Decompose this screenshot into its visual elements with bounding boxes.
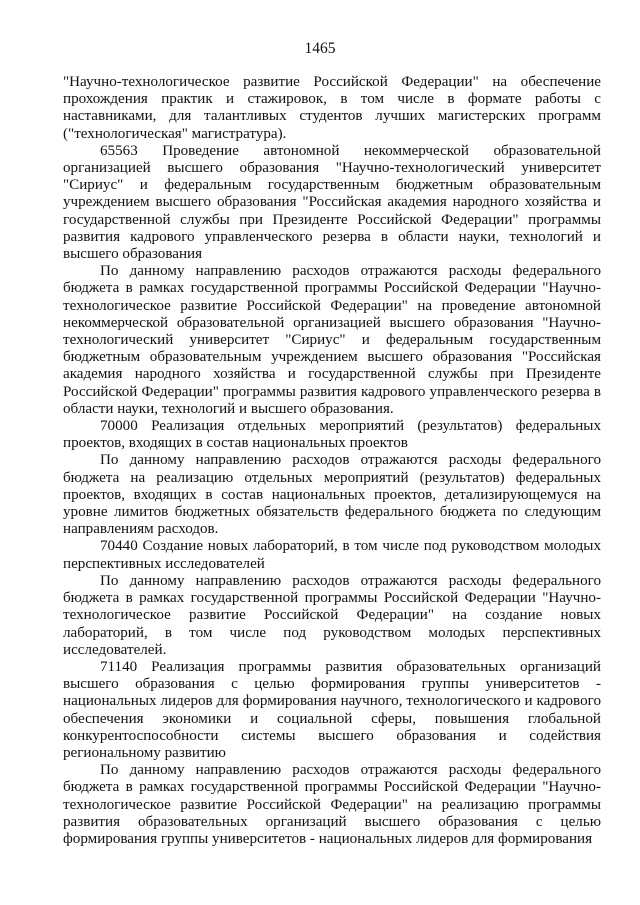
paragraph-description-70000: По данному направлению расходов отражаются расходы федерального бюджета на реализацию отдельных мероприятий (результатов) федеральных проектов, входящих в состав национальных проектов, детализирующемуся на уровне лимитов бюджетных обязательств федерального бюджета по следующим направлениям расходов. (63, 452, 601, 538)
document-body (63, 74, 601, 848)
paragraph-description-71140: По данному направлению расходов отражаются расходы федерального бюджета в рамках государственной программы Российской Федерации "Научно-технологическое развитие Российской Федерации" на реализацию программы развития образовательных организаций высшего образования с целью формирования группы университетов - национальных лидеров для формирования (63, 762, 601, 847)
paragraph-heading-65563: 65563 Проведение автономной некоммерческой образовательной организацией высшего образования "Научно-технологический университет "Сириус" и федеральным государственным бюджетным образовательным учреждением высшего образования "Российская академия народного хозяйства и государственной службы при Президенте Российской Федерации" программы развития кадрового управленческого резерва в области науки, технологий и высшего образования (63, 142, 601, 263)
paragraph-heading-71140: 71140 Реализация программы развития образовательных организаций высшего образования с целью формирования группы университетов - национальных лидеров для формирования научного, технологического и кадрового обеспечения экономики и социальной сферы, повышения глобальной конкурентоспособности системы высшего образования и содействия региональному развитию (63, 658, 601, 761)
page-number: 1465 (304, 40, 336, 57)
paragraph-heading-70000: 70000 Реализация отдельных мероприятий (результатов) федеральных проектов, входящих в состав национальных проектов (63, 418, 601, 452)
paragraph-heading-70440: 70440 Создание новых лабораторий, в том числе под руководством молодых перспективных исследователей (63, 538, 601, 572)
paragraph-description-65563: По данному направлению расходов отражаются расходы федерального бюджета в рамках государственной программы Российской Федерации "Научно-технологическое развитие Российской Федерации" на проведение автономной некоммерческой образовательной организацией высшего образования "Научно-технологический университет "Сириус" и федеральным государственным бюджетным образовательным учреждением высшего образования "Российская академия народного хозяйства и государственной службы при Президенте Российской Федерации" программы развития кадрового управленческого резерва в области науки, технологий и высшего образования. (63, 263, 601, 417)
paragraph-description-70440: По данному направлению расходов отражаются расходы федерального бюджета в рамках государственной программы Российской Федерации "Научно-технологическое развитие Российской Федерации" на создание новых лабораторий, в том числе под руководством молодых перспективных исследователей. (63, 572, 601, 658)
paragraph-continuation: "Научно-технологическое развитие Российской Федерации" на обеспечение прохождения практик и стажировок, в том числе в формате работы с наставниками, для талантливых студентов лучших магистерских программ ("технологическая" магистратура). (63, 74, 601, 142)
